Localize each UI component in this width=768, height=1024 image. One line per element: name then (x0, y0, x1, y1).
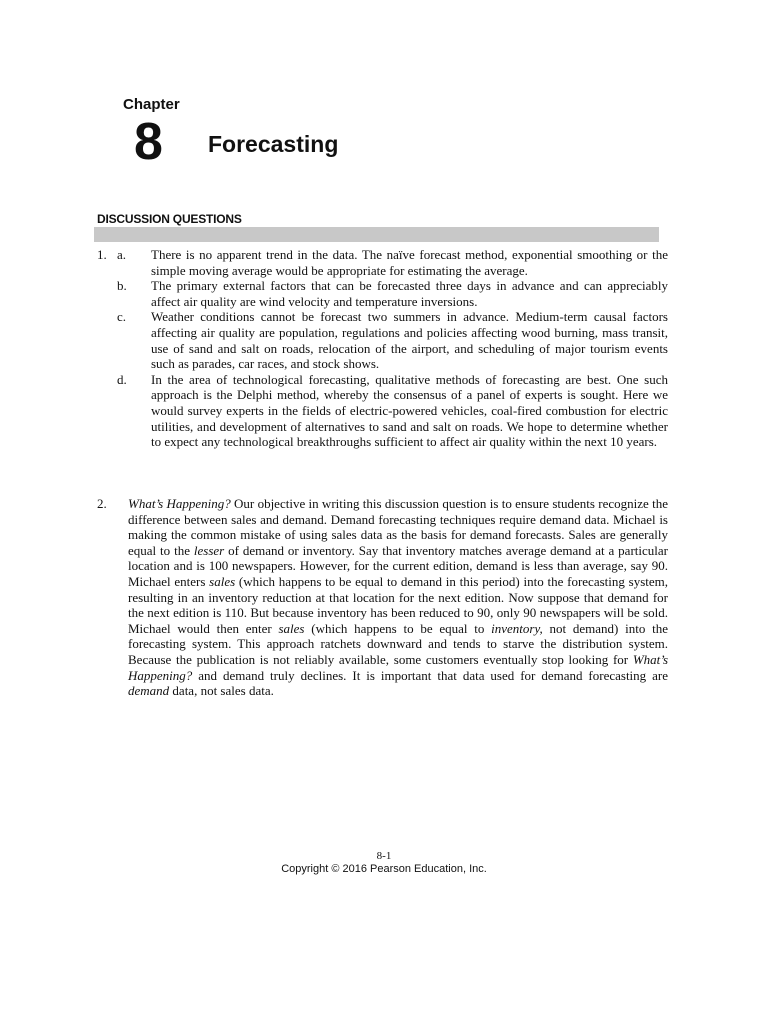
text-segment: sales (209, 573, 236, 589)
chapter-title: Forecasting (208, 131, 339, 157)
text-segment: (which happens to be equal to (304, 620, 492, 636)
part-letter: b. (117, 278, 127, 294)
question-1-part-d (97, 372, 668, 450)
question-2 (97, 496, 668, 699)
part-text: In the area of technological forecasting, qualitative methods of forecasting are best. One such approach is the Delphi method, whereby the consensus of a panel of experts is sought. Here we would survey experts in the fields of electric-powered vehicles, coal-fired combustion for electric utilities, and development of alternatives to sand and salt on roads. We hope to determine whether to expect any technological breakthroughs sufficient to affect air quality within the next 10 years. (151, 371, 668, 450)
text-segment: (which happens to be equal to demand in this period) into the forecasting system, resulting in an inventory reduction at that location for the next edition. Now suppose that demand for the next edition is 110. But because inventory has been reduced to 90, only 90 newspapers will be sold. Michael would then enter (128, 573, 668, 636)
page-number: 8-1 (376, 850, 392, 862)
text-segment: inventory, (491, 620, 543, 636)
chapter-label: Chapter (123, 96, 180, 113)
part-letter: a. (117, 247, 127, 262)
part-text: The primary external factors that can be forecasted three days in advance and can appreciably affect air quality are wind velocity and temperature inversions. (151, 278, 668, 309)
section-rule-bar (94, 227, 659, 242)
text-segment: data, not sales data. (169, 683, 274, 699)
text-segment: What’s Happening? (128, 496, 231, 511)
text-segment: not demand) into the forecasting system. This approach ratchets downward and tends to starve the distribution system. Because the publication is not reliably available, some customers eventually stop looking for (128, 620, 668, 667)
question-2-text (97, 496, 668, 699)
section-heading: DISCUSSION QUESTIONS (97, 212, 242, 226)
text-segment: of demand or inventory. Say that inventory matches average demand at a particular location and is 100 newspapers. However, for the current edition, demand is less than average, say 90. Michael enters (128, 542, 668, 589)
question-1 (97, 247, 668, 450)
chapter-number: 8 (134, 113, 163, 171)
text-segment: sales (278, 620, 305, 636)
copyright-notice: Copyright © 2016 Pearson Education, Inc. (281, 863, 487, 875)
text-segment: Our objective in writing this discussion question is to ensure students recognize the difference between sales and demand. Demand forecasting techniques require demand data. Michael is making the common mistake of using sales data as the basis for demand forecasts. Sales are generally equal to the (128, 496, 668, 558)
question-number: 1. (97, 247, 107, 262)
part-text: Weather conditions cannot be forecast two summers in advance. Medium-term causal factors affecting air quality are population, regulations and policies affecting wood burning, mass transit, use of sand and salt on roads, relocation of the airport, and scheduling of major tourism events such as parades, car races, and stock shows. (151, 309, 668, 372)
part-letter: d. (117, 371, 127, 387)
question-1-part-c (97, 309, 668, 371)
part-text: There is no apparent trend in the data. The naïve forecast method, exponential smoothing or the simple moving average would be appropriate for estimating the average. (151, 247, 668, 278)
text-segment: lesser (193, 542, 225, 558)
question-1-part-b (97, 278, 668, 309)
part-letter: c. (117, 309, 127, 325)
question-1-part-a (97, 247, 668, 278)
question-number: 2. (97, 496, 107, 511)
text-segment: What’s Happening? (128, 651, 668, 683)
text-segment: and demand truly declines. It is important that data used for demand forecasting are (192, 667, 668, 683)
text-segment: demand (128, 683, 170, 699)
